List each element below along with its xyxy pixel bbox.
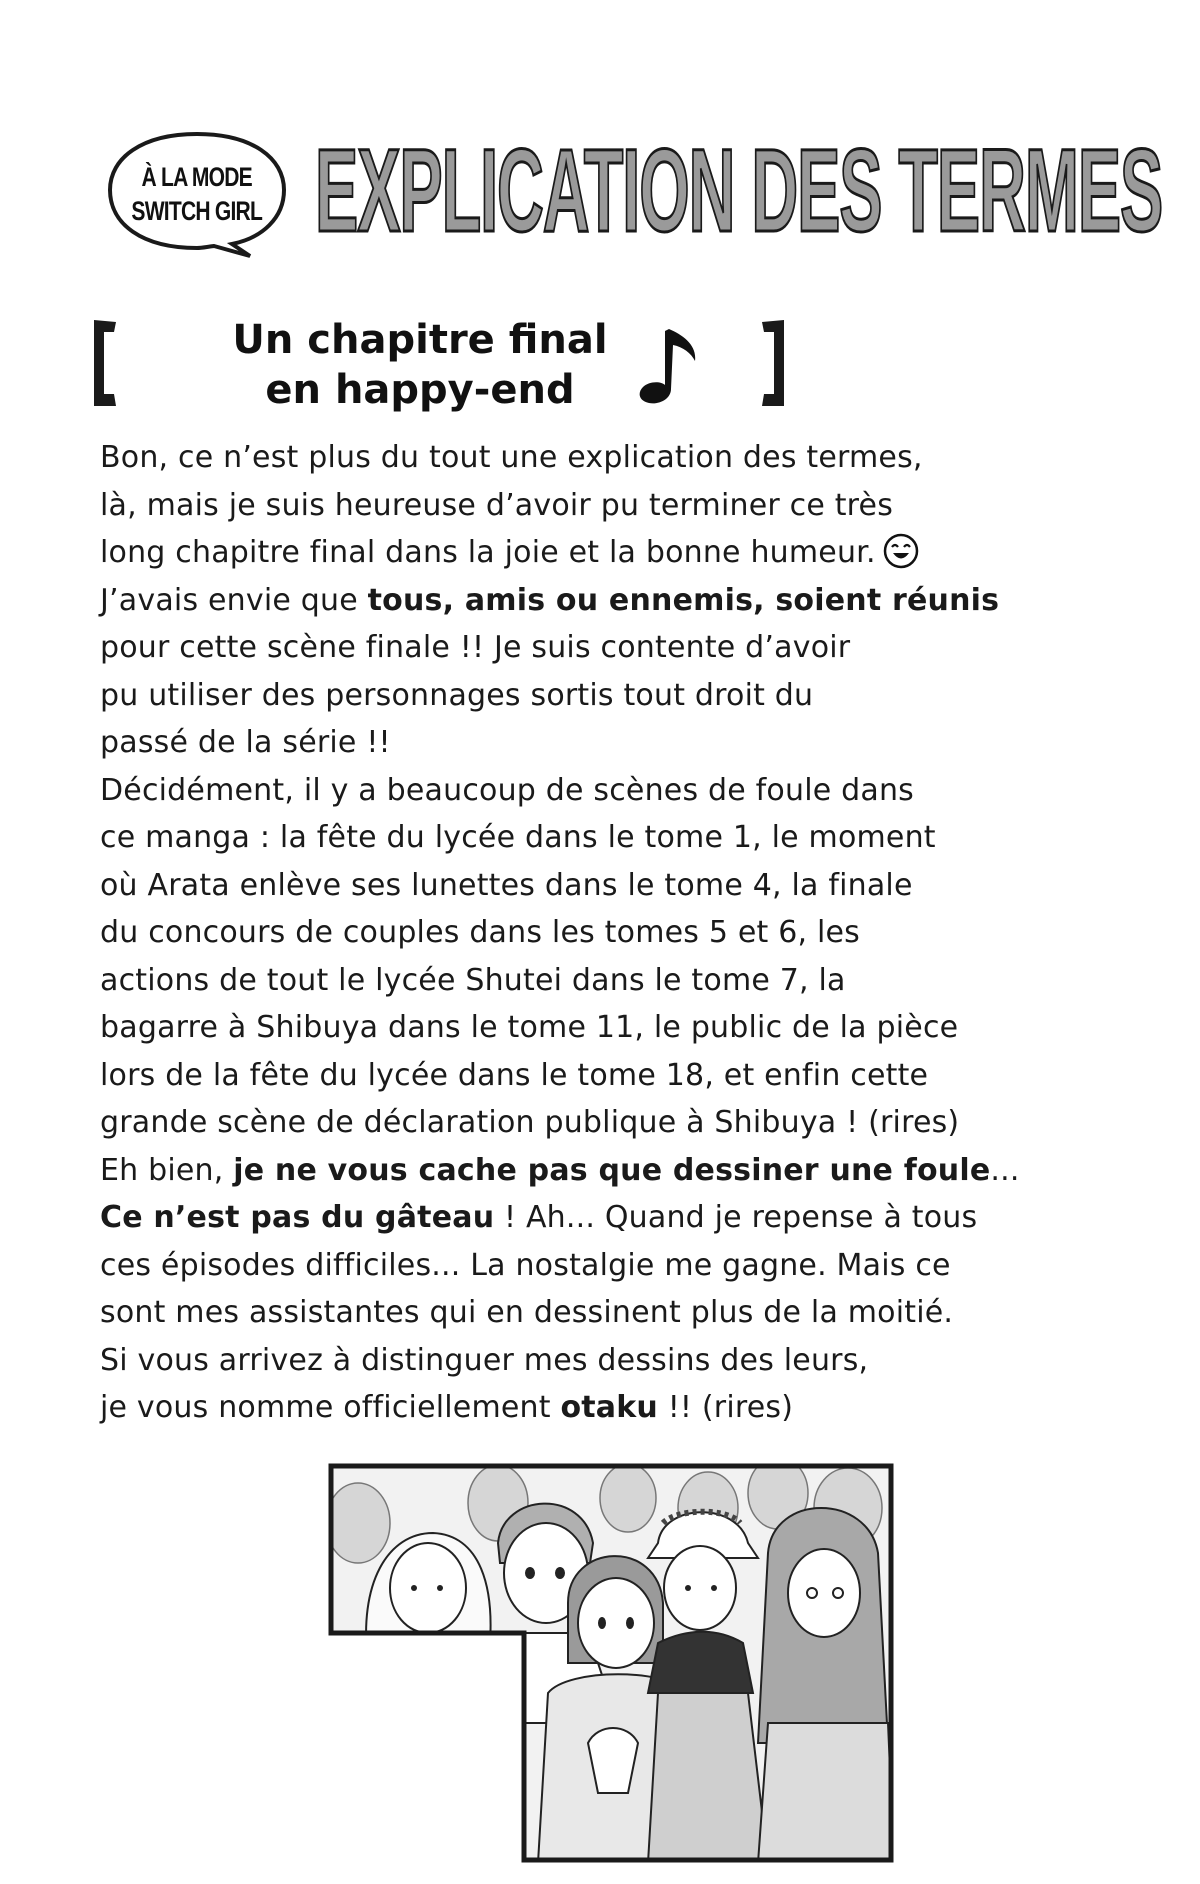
body-line: actions de tout le lycée Shutei dans le tome 7, la (100, 962, 846, 998)
body-line: lors de la fête du lycée dans le tome 18, et enfin cette (100, 1057, 929, 1093)
body-line: ce manga : la fête du lycée dans le tome 1, le moment (100, 820, 936, 855)
body-line: ces épisodes difficiles... La nostalgie me gagne. Mais ce (100, 1247, 951, 1283)
body-line: du concours de couples dans les tomes 5 et 6, les (100, 915, 861, 950)
right-bracket-icon (760, 318, 788, 408)
music-note-icon (635, 323, 705, 408)
section-title-line-2: en happy-end (265, 367, 575, 413)
page-title: EXPLICATION DES TERMES (315, 125, 1163, 257)
laughing-face-icon (882, 532, 920, 570)
body-line: sont mes assistantes qui en dessinent plus de la moitié. (100, 1295, 954, 1330)
bubble-line-2: SWITCH GIRL (131, 196, 263, 226)
manga-illustration-panel (328, 1463, 894, 1863)
body-line: long chapitre final dans la joie et la bonne humeur. (100, 529, 1100, 577)
body-line: grande scène de déclaration publique à Shibuya ! (rires) (100, 1105, 960, 1140)
body-line: Si vous arrivez à distinguer mes dessins des leurs, (100, 1342, 869, 1378)
article-body (100, 434, 1100, 1432)
body-line: passé de la série !! (100, 725, 391, 760)
body-line: bagarre à Shibuya dans le tome 11, le public de la pièce (100, 1010, 959, 1045)
body-line: Eh bien, je ne vous cache pas que dessiner une foule... (100, 1152, 1020, 1188)
body-line: là, mais je suis heureuse d’avoir pu terminer ce très (100, 487, 894, 523)
body-line: Décidément, il y a beaucoup de scènes de foule dans (100, 772, 914, 808)
bubble-line-1: À LA MODE (141, 162, 253, 192)
left-bracket-icon (90, 318, 118, 408)
body-line: pu utiliser des personnages sortis tout droit du (100, 677, 814, 713)
section-title (185, 315, 655, 415)
series-logo-bubble (102, 128, 292, 260)
body-line: Bon, ce n’est plus du tout une explication des termes, (100, 440, 923, 475)
body-line: je vous nomme officiellement otaku !! (rires) (100, 1390, 794, 1425)
character-long-hair-girl (758, 1508, 894, 1863)
body-line: où Arata enlève ses lunettes dans le tome 4, la finale (100, 867, 913, 903)
section-title-line-1: Un chapitre final (232, 317, 608, 363)
body-line: J’avais envie que tous, amis ou ennemis, soient réunis (100, 582, 1000, 618)
body-line: pour cette scène finale !! Je suis contente d’avoir (100, 630, 851, 665)
body-line: Ce n’est pas du gâteau ! Ah... Quand je repense à tous (100, 1200, 978, 1235)
